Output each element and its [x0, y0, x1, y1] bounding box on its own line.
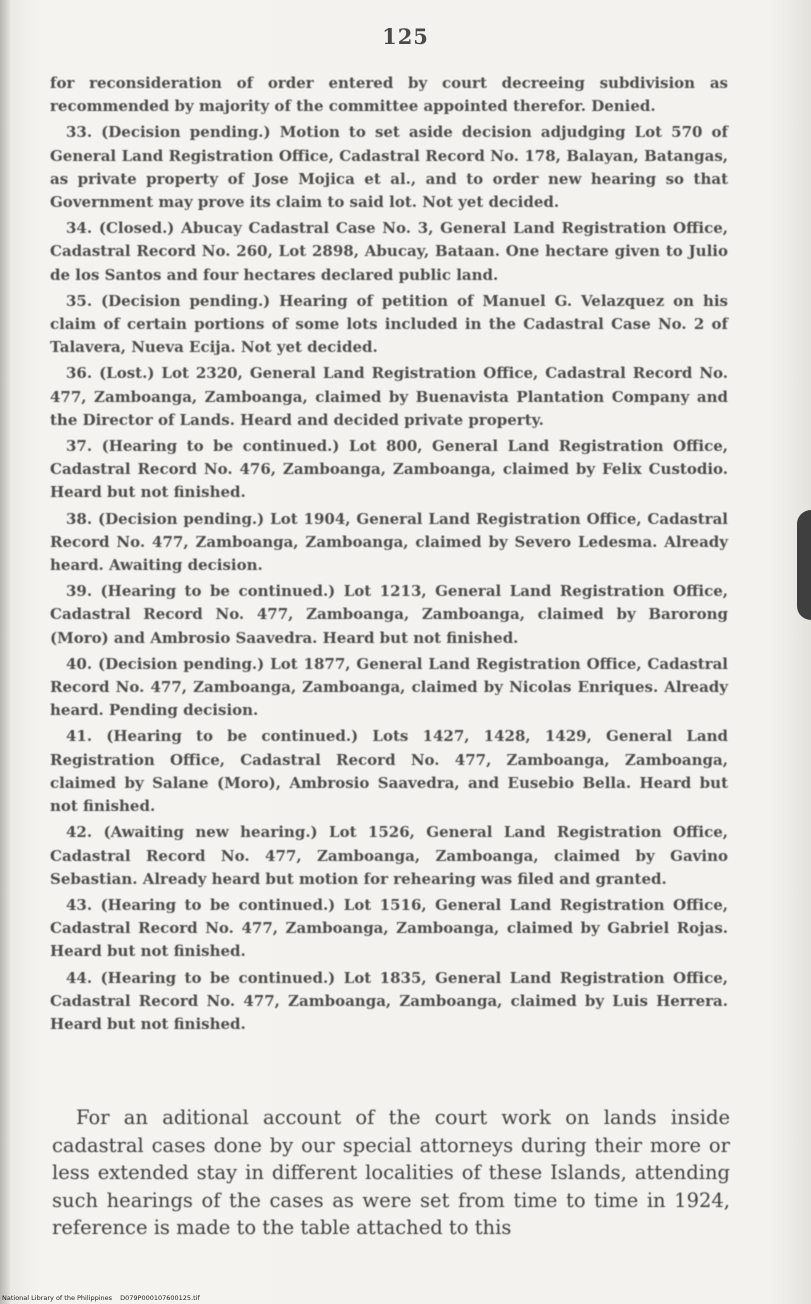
continuation-paragraph: for reconsideration of order entered by court decreeing subdivision as recommended by majority of the committee appointed therefor. Denied.: [50, 74, 728, 116]
case-entries: [50, 72, 728, 1039]
case-entry-39: 39. (Hearing to be continued.) Lot 1213, General Land Registration Office, Cadastral Record No. 477, Zamboanga, Zamboanga, claimed by Barorong (Moro) and Ambrosio Saavedra. Heard but not finished.: [50, 582, 728, 647]
case-entry-36: 36. (Lost.) Lot 2320, General Land Registration Office, Cadastral Record No. 477, Zamboanga, Zamboanga, claimed by Buenavista Plantation Company and the Director of Lands. Heard and decided private property.: [50, 364, 728, 429]
case-entry-34: 34. (Closed.) Abucay Cadastral Case No. 3, General Land Registration Office, Cadastral Record No. 260, Lot 2898, Abucay, Bataan. One hectare given to Julio de los Santos and four hectares declared public land.: [50, 219, 728, 284]
case-entry-38: 38. (Decision pending.) Lot 1904, General Land Registration Office, Cadastral Record No. 477, Zamboanga, Zamboanga, claimed by Severo Ledesma. Already heard. Awaiting decision.: [50, 509, 728, 575]
case-entry-40: 40. (Decision pending.) Lot 1877, General Land Registration Office, Cadastral Record No. 477, Zamboanga, Zamboanga, claimed by Nicolas Enriques. Already heard. Pending decision.: [50, 654, 728, 720]
footer-library: National Library of the Philippines: [2, 1294, 113, 1302]
case-entry-42: 42. (Awaiting new hearing.) Lot 1526, General Land Registration Office, Cadastral Record No. 477, Zamboanga, Zamboanga, claimed by Gavino Sebastian. Already heard but motion for rehearing was filed and granted.: [50, 823, 728, 888]
case-entry-35: 35. (Decision pending.) Hearing of petition of Manuel G. Velazquez on his claim of certain portions of some lots included in the Cadastral Case No. 2 of Talavera, Nueva Ecija. Not yet decided.: [50, 291, 728, 357]
case-entry-37: 37. (Hearing to be continued.) Lot 800, General Land Registration Office, Cadastral Record No. 476, Zamboanga, Zamboanga, claimed by Felix Custodio. Heard but not finished.: [50, 437, 728, 502]
page-edge-tab: [797, 510, 811, 620]
footer-identifier: D079P000107600125.tif: [120, 1294, 200, 1302]
case-entry-44: 44. (Hearing to be continued.) Lot 1835, General Land Registration Office, Cadastral Record No. 477, Zamboanga, Zamboanga, claimed by Luis Herrera. Heard but not finished.: [50, 968, 728, 1033]
page-number: 125: [382, 24, 429, 49]
case-entry-33: 33. (Decision pending.) Motion to set aside decision adjudging Lot 570 of General Land Registration Office, Cadastral Record No. 178, Balayan, Batangas, as private property of Jose Mojica et al., and to order new hearing so that Government may prove its claim to said lot. Not yet decided.: [50, 123, 728, 212]
closing-paragraph: For an aditional account of the court work on lands inside cadastral cases done by our special attorneys during their more or less extended stay in different localities of these Islands, attending such hearings of the cases as were set from time to time in 1924, reference is made to the table attached to this: [52, 1106, 730, 1239]
case-entry-43: 43. (Hearing to be continued.) Lot 1516, General Land Registration Office, Cadastral Record No. 477, Zamboanga, Zamboanga, claimed by Gabriel Rojas. Heard but not finished.: [50, 895, 728, 961]
scan-footer: [2, 1294, 200, 1302]
case-entry-41: 41. (Hearing to be continued.) Lots 1427, 1428, 1429, General Land Registration Office, Cadastral Record No. 477, Zamboanga, Zamboanga, claimed by Salane (Moro), Ambrosio Saavedra, and Eusebio Bella. Heard but not finished.: [50, 727, 728, 816]
book-spine-shadow: [0, 0, 10, 1304]
